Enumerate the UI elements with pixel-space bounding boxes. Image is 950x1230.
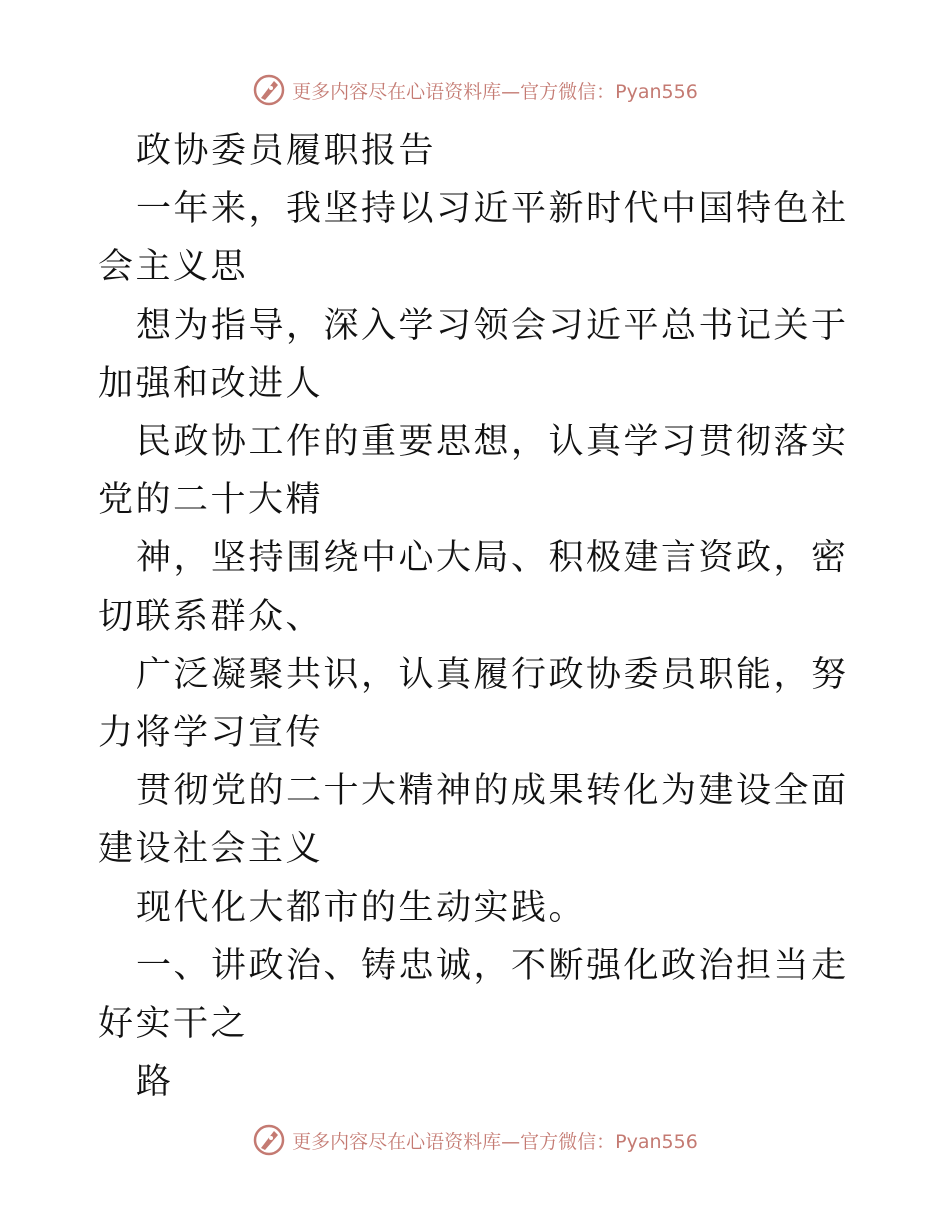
paragraph: 神，坚持围绕中心大局、积极建言资政，密切联系群众、	[98, 538, 849, 637]
document-body	[98, 122, 858, 1111]
header-watermark	[0, 70, 950, 110]
watermark-text: 更多内容尽在心语资料库—官方微信：Pyan556	[292, 80, 698, 103]
pen-nib-circle-icon	[252, 73, 286, 107]
paragraph: 一年来，我坚持以习近平新时代中国特色社会主义思	[98, 189, 849, 288]
pen-nib-circle-icon	[252, 1123, 286, 1157]
footer-watermark	[0, 1120, 950, 1160]
section-heading: 一、讲政治、铸忠诚，不断强化政治担当走好实干之	[98, 945, 849, 1045]
paragraph: 贯彻党的二十大精神的成果转化为建设全面建设社会主义	[98, 771, 849, 870]
paragraph: 想为指导，深入学习领会习近平总书记关于加强和改进人	[98, 305, 849, 404]
paragraph: 民政协工作的重要思想，认真学习贯彻落实党的二十大精	[98, 422, 849, 521]
paragraph: 广泛凝聚共识，认真履行政协委员职能，努力将学习宣传	[98, 654, 849, 754]
paragraph: 现代化大都市的生动实践。	[136, 887, 587, 928]
watermark-text: 更多内容尽在心语资料库—官方微信：Pyan556	[292, 1130, 698, 1153]
document-title: 政协委员履职报告	[136, 131, 437, 171]
paragraph: 路	[136, 1062, 174, 1103]
